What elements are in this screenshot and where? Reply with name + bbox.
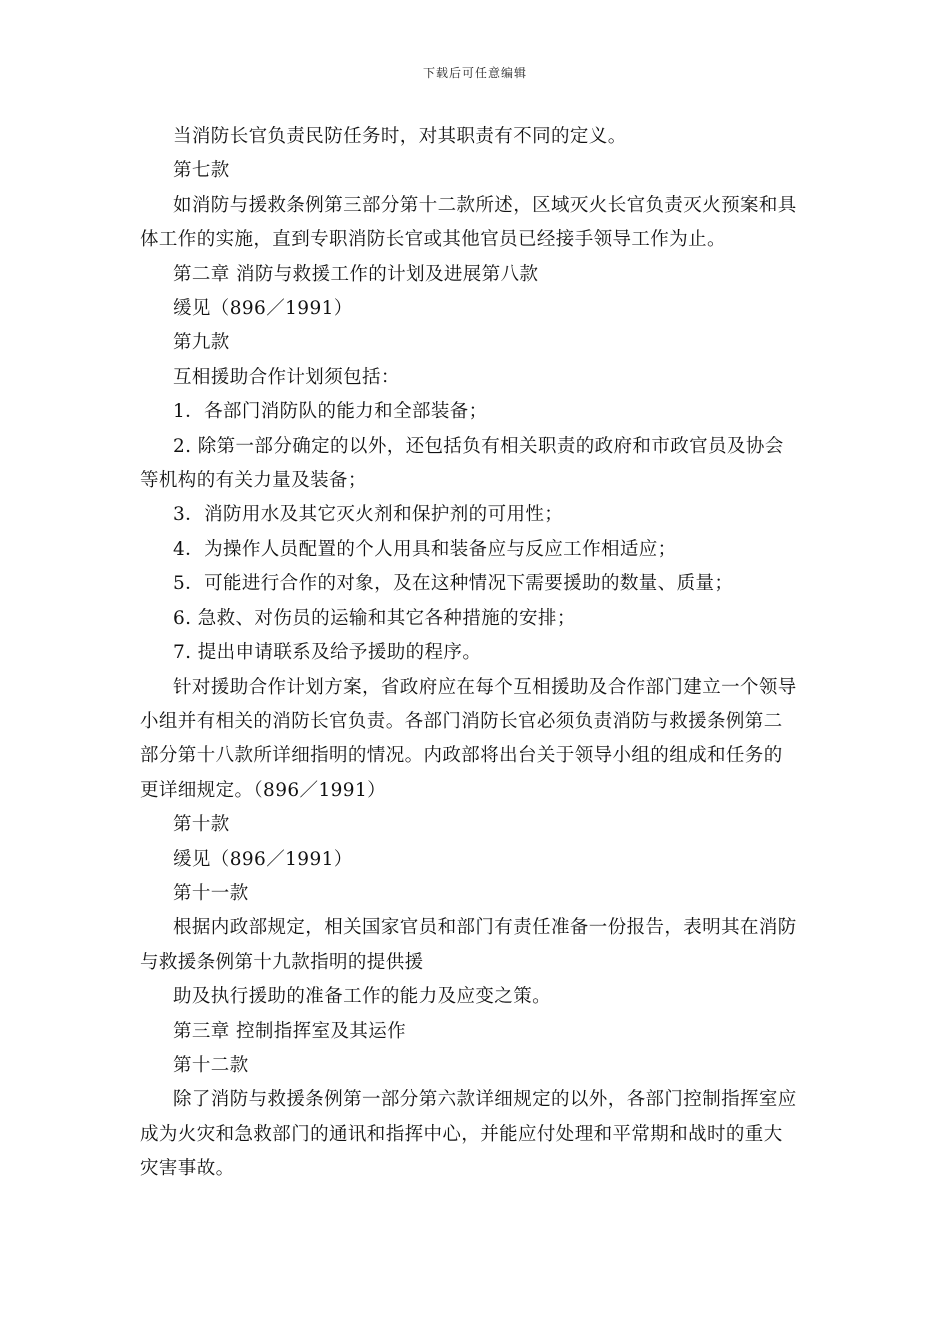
- paragraph-line: 如消防与援救条例第三部分第十二款所述，区域灭火长官负责灭火预案和具: [173, 194, 797, 216]
- article-heading: 第十款: [173, 814, 230, 836]
- paragraph-line: 缓见（896／1991）: [173, 848, 353, 870]
- list-item: 7. 提出申请联系及给予援助的程序。: [173, 642, 482, 664]
- paragraph-line: 更详细规定。（896／1991）: [140, 779, 387, 801]
- article-heading: 第九款: [173, 332, 230, 354]
- article-heading: 第十二款: [173, 1054, 249, 1076]
- paragraph-line: 体工作的实施，直到专职消防长官或其他官员已经接手领导工作为止。: [140, 229, 726, 251]
- list-item: 5．可能进行合作的对象，及在这种情况下需要援助的数量、质量；: [173, 573, 734, 595]
- paragraph-line: 根据内政部规定，相关国家官员和部门有责任准备一份报告，表明其在消防: [173, 917, 797, 939]
- document-body: [140, 120, 810, 1187]
- chapter-heading: 第二章 消防与救援工作的计划及进展第八款: [173, 263, 539, 285]
- article-heading: 第七款: [173, 160, 230, 182]
- paragraph-line: 互相援助合作计划须包括：: [173, 366, 400, 388]
- paragraph-line: 成为火灾和急救部门的通讯和指挥中心，并能应付处理和平常期和战时的重大: [140, 1123, 783, 1145]
- list-item: 6. 急救、对伤员的运输和其它各种措施的安排；: [173, 607, 576, 629]
- article-heading: 第十一款: [173, 882, 249, 904]
- paragraph-line: 部分第十八款所详细指明的情况。内政部将出台关于领导小组的组成和任务的: [140, 745, 783, 767]
- chapter-heading: 第三章 控制指挥室及其运作: [173, 1020, 407, 1042]
- list-item: 1．各部门消防队的能力和全部装备；: [173, 401, 488, 423]
- paragraph-line: 助及执行援助的准备工作的能力及应变之策。: [173, 986, 552, 1008]
- paragraph-line: 小组并有相关的消防长官负责。各部门消防长官必须负责消防与救援条例第二: [140, 710, 783, 732]
- paragraph-line: 与救援条例第十九款指明的提供援: [140, 951, 424, 973]
- paragraph-line: 针对援助合作计划方案，省政府应在每个互相援助及合作部门建立一个领导: [173, 676, 797, 698]
- paragraph-line: 缓见（896／1991）: [173, 298, 353, 320]
- list-item-continuation: 等机构的有关力量及装备；: [140, 470, 367, 492]
- paragraph-line: 除了消防与救援条例第一部分第六款详细规定的以外，各部门控制指挥室应: [173, 1089, 797, 1111]
- list-item: 2. 除第一部分确定的以外，还包括负有相关职责的政府和市政官员及协会: [173, 435, 784, 457]
- paragraph-line: 当消防长官负责民防任务时，对其职责有不同的定义。: [173, 126, 627, 147]
- list-item: 3．消防用水及其它灭火剂和保护剂的可用性；: [173, 504, 564, 526]
- paragraph-line: 灾害事故。: [140, 1158, 235, 1180]
- page-header: 下载后可任意编辑: [422, 66, 527, 80]
- list-item: 4．为操作人员配置的个人用具和装备应与反应工作相适应；: [173, 538, 677, 560]
